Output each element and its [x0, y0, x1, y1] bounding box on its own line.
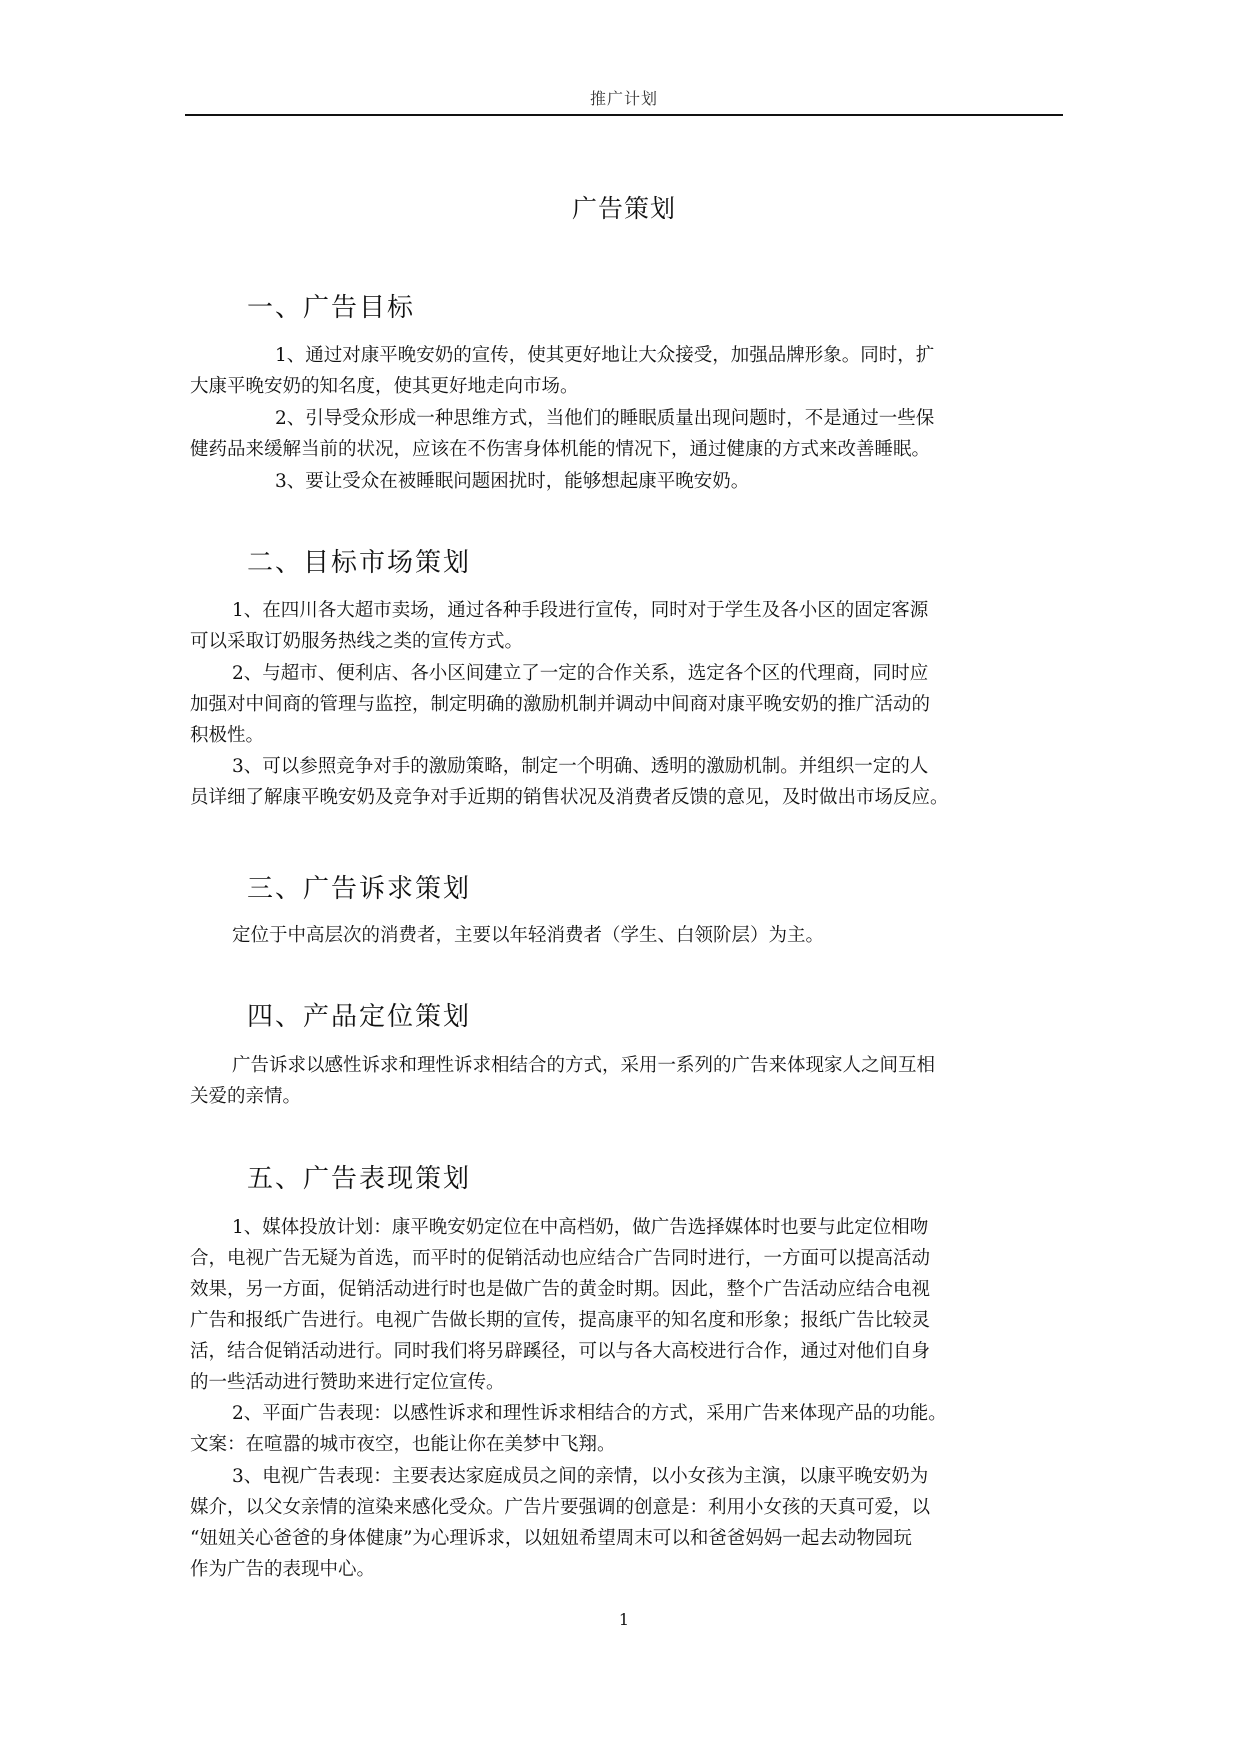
paragraph [190, 340, 1059, 402]
paragraph [190, 1461, 1059, 1585]
text-line: 广告和报纸广告进行。电视广告做长期的宣传，提高康平的知名度和形象；报纸广告比较灵 [190, 1310, 931, 1331]
document-title: 广告策划 [571, 194, 676, 223]
text-line: “妞妞关心爸爸的身体健康”为心理诉求，以妞妞希望周末可以和爸爸妈妈一起去动物园玩 [190, 1528, 912, 1549]
text-line: 文案：在喧嚣的城市夜空，也能让你在美梦中飞翔。 [190, 1434, 616, 1455]
section-heading: 二、目标市场策划 [247, 548, 472, 578]
paragraph [190, 751, 1059, 813]
text-line: 3、电视广告表现：主要表达家庭成员之间的亲情，以小女孩为主演，以康平晚安奶为 [232, 1466, 929, 1487]
text-line: 1、在四川各大超市卖场，通过各种手段进行宣传，同时对于学生及各小区的固定客源 [232, 600, 929, 621]
text-line: 关爱的亲情。 [190, 1086, 302, 1107]
section-heading: 一、广告目标 [247, 293, 416, 323]
page-number: 1 [618, 1610, 630, 1629]
text-line: 3、要让受众在被睡眠问题困扰时，能够想起康平晚安奶。 [275, 471, 750, 492]
paragraph [190, 466, 1059, 497]
text-line: 的一些活动进行赞助来进行定位宣传。 [190, 1372, 505, 1393]
paragraph [190, 595, 1059, 657]
paragraph [190, 1212, 1059, 1398]
text-line: 活，结合促销活动进行。同时我们将另辟蹊径，可以与各大高校进行合作，通过对他们自身 [190, 1341, 931, 1362]
text-line: 积极性。 [190, 725, 265, 746]
text-line: 1、通过对康平晚安奶的宣传，使其更好地让大众接受，加强品牌形象。同时，扩 [275, 345, 935, 366]
text-line: 作为广告的表现中心。 [190, 1559, 376, 1580]
running-header: 推广计划 [589, 89, 658, 108]
paragraph [190, 1050, 1059, 1112]
paragraph [190, 658, 1059, 751]
header-rule [185, 114, 1063, 116]
section-heading: 四、产品定位策划 [247, 1002, 472, 1032]
text-line: 定位于中高层次的消费者，主要以年轻消费者（学生、白领阶层）为主。 [232, 925, 825, 946]
paragraph [190, 920, 1059, 951]
text-line: 员详细了解康平晚安奶及竞争对手近期的销售状况及消费者反馈的意见，及时做出市场反应。 [190, 787, 949, 808]
text-line: 健药品来缓解当前的状况，应该在不伤害身体机能的情况下，通过健康的方式来改善睡眠。 [190, 439, 931, 460]
section-heading: 三、广告诉求策划 [247, 874, 472, 904]
text-line: 1、媒体投放计划：康平晚安奶定位在中高档奶，做广告选择媒体时也要与此定位相吻 [232, 1217, 929, 1238]
text-line: 效果，另一方面，促销活动进行时也是做广告的黄金时期。因此，整个广告活动应结合电视 [190, 1279, 931, 1300]
text-line: 加强对中间商的管理与监控，制定明确的激励机制并调动中间商对康平晚安奶的推广活动的 [190, 694, 931, 715]
text-line: 2、与超市、便利店、各小区间建立了一定的合作关系，选定各个区的代理商，同时应 [232, 663, 929, 684]
text-line: 3、可以参照竞争对手的激励策略，制定一个明确、透明的激励机制。并组织一定的人 [232, 756, 929, 777]
section-heading: 五、广告表现策划 [247, 1164, 472, 1194]
text-line: 合，电视广告无疑为首选，而平时的促销活动也应结合广告同时进行，一方面可以提高活动 [190, 1248, 931, 1269]
text-line: 可以采取订奶服务热线之类的宣传方式。 [190, 631, 524, 652]
text-line: 广告诉求以感性诉求和理性诉求相结合的方式，采用一系列的广告来体现家人之间互相 [232, 1055, 936, 1076]
text-line: 2、平面广告表现：以感性诉求和理性诉求相结合的方式，采用广告来体现产品的功能。 [232, 1403, 947, 1424]
paragraph [190, 1398, 1059, 1460]
text-line: 2、引导受众形成一种思维方式，当他们的睡眠质量出现问题时，不是通过一些保 [275, 408, 935, 429]
paragraph [190, 403, 1059, 465]
text-line: 媒介，以父女亲情的渲染来感化受众。广告片要强调的创意是：利用小女孩的天真可爱，以 [190, 1497, 931, 1518]
text-line: 大康平晚安奶的知名度，使其更好地走向市场。 [190, 376, 579, 397]
